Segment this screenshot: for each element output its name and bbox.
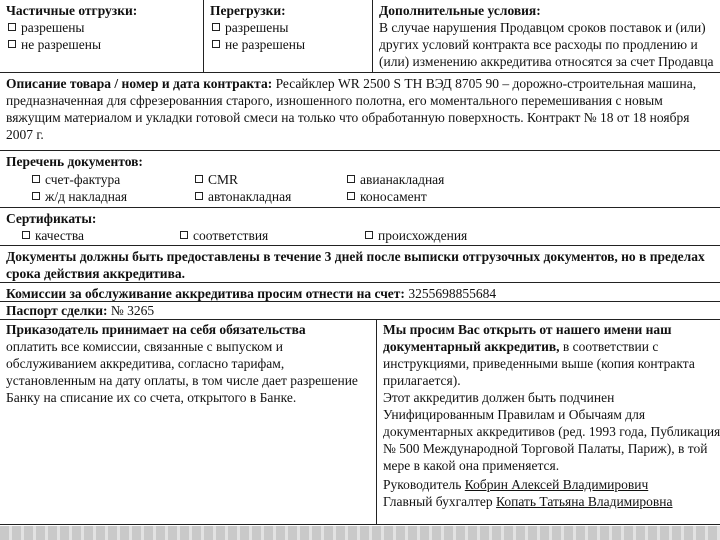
cert-option-quality[interactable]: качества (20, 227, 84, 244)
additional-conditions-cell (372, 0, 720, 72)
cert-option-conformity[interactable]: соответствия (178, 227, 268, 244)
doc-option-railway[interactable]: ж/д накладная (30, 188, 127, 205)
goods-description-cell (0, 73, 720, 150)
request-line: в соответствии с (559, 339, 659, 354)
checkbox-icon[interactable] (347, 175, 355, 183)
commission-account: 3255698855684 (408, 286, 497, 301)
checkbox-icon[interactable] (347, 192, 355, 200)
goods-description-line: вяжущим материалом и укладки готовой смеси на только что обработанную поверхность. Контракт № 18 от 18 ноября (6, 110, 690, 125)
partial-shipments-cell (0, 0, 203, 72)
additional-conditions-line: других условий контракта все расходы по продлению и (379, 37, 698, 52)
additional-conditions-line: (или) изменению аккредитива относятся за счет Продавца (379, 54, 714, 69)
head-name: Кобрин Алексей Владимирович (464, 477, 649, 492)
request-lc-type: документарный аккредитив, (383, 339, 560, 354)
additional-conditions-line: В случае нарушения Продавцом сроков поставок и (или) (379, 20, 706, 35)
obligations-line: Банку на списание их со счета, открытого в Банке. (6, 390, 297, 405)
obligations-heading: Приказодатель принимает на себя обязательства (6, 322, 306, 337)
request-line: Унифицированным Правилам и Обычаям для (383, 407, 646, 422)
goods-description-label: Описание товара / номер и дата контракта: (6, 76, 273, 91)
statements-row (0, 319, 720, 525)
certificates-title: Сертификаты: (6, 211, 97, 226)
goods-description-row (0, 72, 720, 150)
slide-footer-strip (0, 526, 720, 540)
obligations-line: установленным на дату оплаты, в том числе дает разрешение (6, 373, 358, 388)
doc-option-bill-of-lading[interactable]: коносамент (345, 188, 427, 205)
partial-not-allowed-option[interactable]: не разрешены (6, 36, 197, 53)
doc-option-cmr[interactable]: CMR (193, 171, 238, 188)
request-line: документарных аккредитивов (ред. 1993 года, Публикация (383, 424, 720, 439)
deadline-cell (0, 246, 720, 282)
commission-label: Комиссии за обслуживание аккредитива просим отнести на счет: (6, 286, 405, 301)
additional-conditions-title: Дополнительные условия: (379, 3, 541, 18)
cert-option-origin[interactable]: происхождения (363, 227, 467, 244)
transshipment-cell (203, 0, 372, 72)
checkbox-icon[interactable] (180, 231, 188, 239)
conditions-row (0, 0, 720, 72)
goods-description-line: 2007 г. (6, 127, 44, 142)
request-line: Этот аккредитив должен быть подчинен (383, 390, 615, 405)
obligations-line: оплатить все комиссии, связанные с выпуском и (6, 339, 283, 354)
checkbox-icon[interactable] (8, 23, 16, 31)
passport-row (0, 301, 720, 319)
checkbox-icon[interactable] (8, 40, 16, 48)
checkbox-icon[interactable] (32, 192, 40, 200)
request-line: инструкциями, приведенными выше (копия контракта (383, 356, 695, 371)
request-line: № 500 Международной Торговой Палаты, Париж), в той (383, 441, 708, 456)
passport-label: Паспорт сделки: (6, 303, 108, 318)
checkbox-icon[interactable] (22, 231, 30, 239)
transship-allowed-option[interactable]: разрешены (210, 19, 366, 36)
partial-allowed-option[interactable]: разрешены (6, 19, 197, 36)
checkbox-icon[interactable] (32, 175, 40, 183)
transship-not-allowed-option[interactable]: не разрешены (210, 36, 366, 53)
checkbox-icon[interactable] (195, 175, 203, 183)
goods-description-text: Ресайклер WR 2500 S ТН ВЭД 8705 90 – дорожно-строительная машина, (275, 76, 697, 91)
documents-row (0, 150, 720, 207)
request-heading: Мы просим Вас открыть от нашего имени наш (383, 322, 672, 337)
request-statement-cell (376, 320, 720, 524)
accountant-label: Главный бухгалтер (383, 494, 493, 509)
obligations-line: обслуживанием аккредитива, согласно тарифам, (6, 356, 285, 371)
goods-description-line: предназначенная для сфрезерованния старого, изношенного полотна, его моментального перемешивания с новым (6, 93, 663, 108)
checkbox-icon[interactable] (365, 231, 373, 239)
partial-shipments-title: Частичные отгрузки: (6, 3, 138, 18)
doc-option-invoice[interactable]: счет-фактура (30, 171, 120, 188)
deadline-line: Документы должны быть предоставлены в течение 3 дней после выписки отгрузочных документов, но в пределах (6, 249, 705, 264)
checkbox-icon[interactable] (212, 40, 220, 48)
commission-row (0, 282, 720, 301)
applicant-obligations-cell (0, 320, 376, 524)
checkbox-icon[interactable] (212, 23, 220, 31)
checkbox-icon[interactable] (195, 192, 203, 200)
doc-option-airwaybill[interactable]: авианакладная (345, 171, 444, 188)
request-line: прилагается). (383, 373, 461, 388)
commission-cell (0, 283, 720, 301)
certificates-row (0, 207, 720, 245)
documents-title: Перечень документов: (6, 154, 143, 169)
deadline-row (0, 245, 720, 282)
transshipment-title: Перегрузки: (210, 3, 286, 18)
deadline-line: срока действия аккредитива. (6, 266, 185, 281)
passport-cell (0, 302, 720, 319)
request-line: мере в какой она применяется. (383, 458, 560, 473)
passport-number: № 3265 (110, 303, 155, 318)
doc-option-truck[interactable]: автонакладная (193, 188, 291, 205)
head-label: Руководитель (383, 477, 462, 492)
certificates-cell (0, 208, 720, 245)
accountant-name: Копать Татьяна Владимировна (496, 494, 673, 509)
